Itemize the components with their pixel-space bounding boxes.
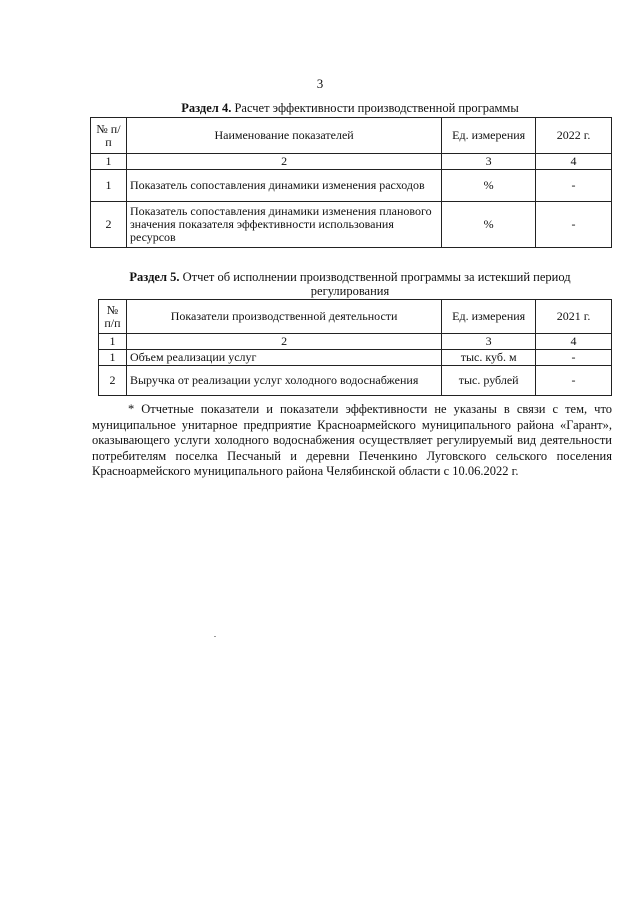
header-unit: Ед. измерения xyxy=(442,118,536,154)
scan-speck xyxy=(214,636,216,637)
section5-title-bold: Раздел 5. xyxy=(129,270,180,284)
section5-table xyxy=(98,299,612,396)
table-row xyxy=(91,202,612,248)
header-unit: Ед. измерения xyxy=(442,300,536,334)
table-header-row xyxy=(91,118,612,154)
row-number: 2 xyxy=(99,366,127,396)
row-unit: тыс. куб. м xyxy=(442,350,536,366)
colnum-cell: 3 xyxy=(442,334,536,350)
row-value: - xyxy=(536,366,612,396)
row-number: 2 xyxy=(91,202,127,248)
table-header-row xyxy=(99,300,612,334)
colnum-cell: 2 xyxy=(126,334,441,350)
colnum-cell: 1 xyxy=(99,334,127,350)
row-value: - xyxy=(536,170,612,202)
row-name: Показатель сопоставления динамики изменения планового значения показателя эффективности использования ресурсов xyxy=(126,202,441,248)
header-year: 2022 г. xyxy=(536,118,612,154)
colnum-cell: 3 xyxy=(442,154,536,170)
table-row xyxy=(99,350,612,366)
section4-title xyxy=(90,101,610,115)
colnum-cell: 2 xyxy=(126,154,441,170)
header-name: Наименование показателей xyxy=(126,118,441,154)
section4-title-bold: Раздел 4. xyxy=(181,101,232,115)
header-number: № п/п xyxy=(99,300,127,334)
section5-title xyxy=(90,270,610,298)
section4-table xyxy=(90,117,612,248)
row-name: Показатель сопоставления динамики изменения расходов xyxy=(126,170,441,202)
row-value: - xyxy=(536,350,612,366)
section4-title-text: Расчет эффективности производственной программы xyxy=(231,101,519,115)
header-number: № п/п xyxy=(91,118,127,154)
colnum-cell: 1 xyxy=(91,154,127,170)
table-colnum-row xyxy=(91,154,612,170)
header-year: 2021 г. xyxy=(536,300,612,334)
colnum-cell: 4 xyxy=(536,334,612,350)
row-unit: % xyxy=(442,202,536,248)
footnote-paragraph: * Отчетные показатели и показатели эффективности не указаны в связи с тем, что муниципальное унитарное предприятие Красноармейского муниципального района «Гарант», оказывающего услуги холодного водоснабжения осуществляет регулируемый вид деятельности потребителям поселка Песчаный и деревни Печенкино Луговского сельского поселения Красноармейского муниципального района Челябинской области с 10.06.2022 г. xyxy=(92,402,612,478)
row-unit: % xyxy=(442,170,536,202)
row-name: Выручка от реализации услуг холодного водоснабжения xyxy=(126,366,441,396)
row-value: - xyxy=(536,202,612,248)
table-colnum-row xyxy=(99,334,612,350)
table-row xyxy=(99,366,612,396)
row-unit: тыс. рублей xyxy=(442,366,536,396)
header-name: Показатели производственной деятельности xyxy=(126,300,441,334)
row-number: 1 xyxy=(99,350,127,366)
page-number: 3 xyxy=(316,76,324,91)
colnum-cell: 4 xyxy=(536,154,612,170)
row-number: 1 xyxy=(91,170,127,202)
table-row xyxy=(91,170,612,202)
row-name: Объем реализации услуг xyxy=(126,350,441,366)
section5-title-text: Отчет об исполнении производственной программы за истекший период регулирования xyxy=(179,270,571,298)
